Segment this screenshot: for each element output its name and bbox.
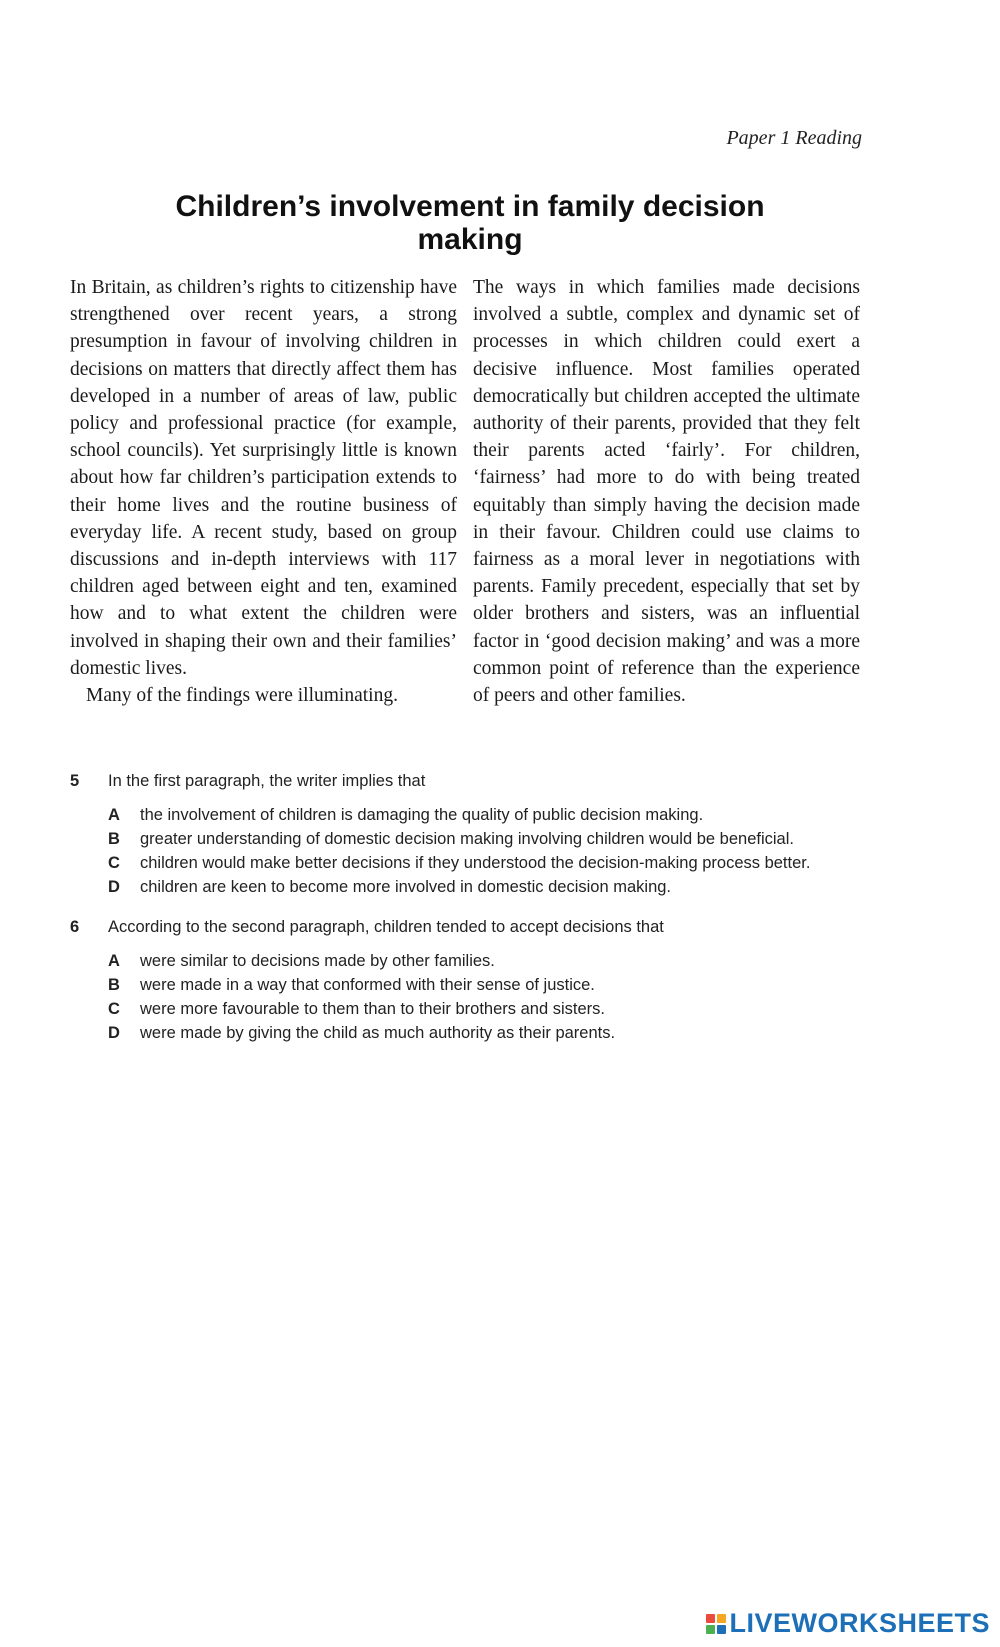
logo-tile (706, 1625, 715, 1634)
option-text: were made in a way that conformed with their sense of justice. (140, 976, 595, 994)
option-text: children are keen to become more involved in domestic decision making. (140, 878, 672, 896)
paragraph: Many of the findings were illuminating. (86, 685, 398, 707)
option-text: were made by giving the child as much authority as their parents. (140, 1024, 616, 1042)
option-c[interactable] (108, 852, 850, 874)
option-d[interactable] (108, 1022, 850, 1044)
paragraph: In Britain, as children’s rights to citizenship have strengthened over recent years, a strong presumption in favour of involving children in decisions on matters that directly affect them has developed in a number of areas of law, public policy and professional practice (for example, school councils). Yet surprisingly little is known about how far children’s participation extends to their home lives and the routine business of everyday life. A recent study, based on group discussions and in-depth interviews with 117 children aged between eight and ten, examined how and to what extent the children were involved in shaping their own and their families’ domestic lives. (70, 277, 457, 679)
logo-tile (717, 1625, 726, 1634)
option-letter: C (108, 854, 120, 872)
option-text: the involvement of children is damaging the quality of public decision making. (140, 806, 704, 824)
paragraph: The ways in which families made decisions involved a subtle, complex and dynamic set of processes in which children could exert a decisive influence. Most families operated democratically but children accepted the ultimate authority of their parents, provided that they felt their parents acted ‘fairly’. For children, ‘fairness’ had more to do with being treated equitably than simply having the decision made in their favour. Children could use claims to fairness as a moral lever in negotiations with parents. Family precedent, especially that set by older brothers and sisters, was an influential factor in ‘good decision making’ and was a more common point of reference than the experience of peers and other families. (473, 277, 860, 707)
logo-tile (717, 1614, 726, 1623)
option-c[interactable] (108, 998, 850, 1020)
question-stem (70, 770, 850, 792)
question-5 (70, 770, 850, 898)
option-a[interactable] (108, 950, 850, 972)
option-text: children would make better decisions if they understood the decision-making process better. (140, 854, 811, 872)
option-text: were more favourable to them than to their brothers and sisters. (140, 1000, 605, 1018)
liveworksheets-logo[interactable] (706, 1608, 990, 1639)
option-text: were similar to decisions made by other families. (140, 952, 495, 970)
option-b[interactable] (108, 828, 850, 850)
question-number: 6 (70, 918, 80, 936)
option-text: greater understanding of domestic decision making involving children would be beneficial. (140, 830, 794, 848)
article-body (70, 274, 860, 709)
questions-section (70, 770, 850, 1062)
options-list (108, 950, 850, 1044)
question-6 (70, 916, 850, 1044)
article-title: Children’s involvement in family decision making (175, 190, 765, 256)
option-letter: B (108, 976, 120, 994)
option-letter: D (108, 878, 120, 896)
article-column-right (473, 274, 860, 709)
question-stem (70, 916, 850, 938)
question-text: According to the second paragraph, children tended to accept decisions that (108, 918, 664, 936)
option-letter: A (108, 806, 120, 824)
option-letter: A (108, 952, 120, 970)
option-b[interactable] (108, 974, 850, 996)
option-letter: C (108, 1000, 120, 1018)
logo-tile (706, 1614, 715, 1623)
running-head: Paper 1 Reading (726, 127, 862, 149)
option-d[interactable] (108, 876, 850, 898)
option-a[interactable] (108, 804, 850, 826)
logo-tiles-icon (706, 1614, 726, 1634)
option-letter: D (108, 1024, 120, 1042)
question-number: 5 (70, 772, 80, 790)
article-column-left (70, 274, 457, 709)
option-letter: B (108, 830, 120, 848)
options-list (108, 804, 850, 898)
question-text: In the first paragraph, the writer implies that (108, 772, 426, 790)
logo-text: LIVEWORKSHEETS (729, 1608, 990, 1638)
